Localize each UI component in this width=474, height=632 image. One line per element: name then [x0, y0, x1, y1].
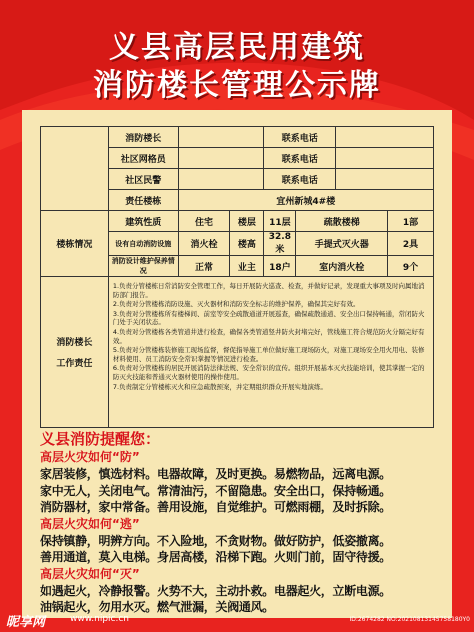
duty-item: 3.负责对分管楼栋所有楼梯间、前室等安全疏散通道开展巡查，确保疏散通道、安全出口保持畅通，常闭防火门处于关闭状态。 — [112, 309, 425, 327]
cell: 18户 — [264, 256, 296, 277]
cell: 疏散楼梯 — [296, 211, 388, 232]
prevent-heading: 高层火灾如何“防” — [40, 450, 140, 464]
duty-item: 7.负责制定分管楼栋灭火和应急疏散预案，并定期组织群众开展实地演练。 — [112, 382, 328, 391]
watermark-id: ID:2674282 NO:20210813145758180Y0 — [349, 616, 470, 623]
escape-line: 善用通道，莫入电梯。身居高楼，沿梯下跑。火则门前，固守待援。 — [40, 550, 392, 564]
escape-heading: 高层火灾如何“逃” — [40, 516, 140, 531]
value-cell — [336, 169, 434, 190]
cell: 住宅 — [178, 211, 230, 232]
value-cell — [178, 148, 264, 169]
row-label: 社区民警 — [108, 169, 178, 190]
value-cell — [336, 148, 434, 169]
cell: 11层 — [264, 211, 296, 232]
prevent-line: 家居装修，慎选材料。电器故障，及时更换。易燃物品，远离电源。 — [40, 467, 392, 481]
duty-item: 5.负责对分管楼栋装修施工现场监督，督促指导施工单位做好施工现场防火，对施工现场安全用火用电、装修材料使用、员工消防安全常识掌握等情况进行检查。 — [112, 346, 425, 363]
duties-label-2: 工作责任 — [56, 359, 93, 369]
title-line-1: 义县高层民用建筑 — [109, 30, 365, 65]
notice-board — [22, 110, 452, 618]
row-label: 联系电话 — [264, 127, 336, 148]
row-label: 消防楼长 — [108, 127, 178, 148]
prevent-line: 家中无人，关闭电气。常清油污，不留隐患。安全出口，保持畅通。 — [40, 483, 392, 498]
cell: 2具 — [388, 232, 434, 256]
duty-item: 6.负责对分管楼栋的居民开展消防法律法规、安全常识的宣传。组织开展基本灭火技能培训，使其掌握一定的防灭火技能和普通灭火器材使用的操作使用。 — [112, 364, 425, 381]
value-cell — [336, 127, 434, 148]
blank-cell — [41, 127, 109, 211]
value-cell — [178, 127, 264, 148]
extinguish-line: 如遇起火，冷静报警。火势不大，主动扑救。电器起火，立断电源。 — [40, 583, 392, 598]
cell: 手提式灭火器 — [296, 232, 388, 256]
cell: 消防设计维护保养情况 — [108, 256, 178, 277]
cell: 正常 — [178, 256, 230, 277]
title-line-2: 消防楼长管理公示牌 — [93, 68, 381, 103]
duty-item: 4.负责对分管楼栋各类管道井进行检查，确保各类管道竖井防火封堵完好，管线施工符合规范防火分隔完好有效。 — [112, 327, 425, 345]
row-label: 责任楼栋 — [108, 190, 178, 211]
cell: 32.8米 — [264, 232, 296, 256]
row-label: 联系电话 — [264, 148, 336, 169]
prevent-line: 消防器材，家中常备。善用设施，自觉维护。可燃雨棚，及时拆除。 — [40, 500, 392, 514]
building-value: 宜州新城4#楼 — [178, 190, 433, 211]
fire-reminder — [40, 429, 440, 616]
extinguish-line: 油锅起火，勿用水灭。燃气泄漏，关阀通风。 — [40, 600, 275, 614]
escape-line: 保持镇静，明辨方向。不入险地，不贪财物。做好防护，低姿撤离。 — [40, 533, 392, 548]
extinguish-heading: 高层火灾如何“灭” — [40, 566, 140, 581]
reminder-title: 义县消防提醒您： — [40, 430, 161, 448]
cell: 消火栓 — [178, 232, 230, 256]
duties-list — [108, 277, 433, 428]
cell: 1部 — [388, 211, 434, 232]
cell: 设有自动消防设施 — [108, 232, 178, 256]
watermark-url: www.nipic.cn — [70, 614, 129, 624]
cell: 建筑性质 — [108, 211, 178, 232]
duties-label — [41, 277, 109, 428]
cell: 楼层 — [230, 211, 264, 232]
cell: 9个 — [388, 256, 434, 277]
group-label: 楼栋情况 — [41, 211, 109, 277]
cell: 业主 — [230, 256, 264, 277]
duty-item: 1.负责分管楼栋日常消防安全管理工作，每日开展防火巡查、检查，并做好记录，发现重大事项及时向属地消防部门报告。 — [112, 282, 425, 299]
cell: 楼高 — [230, 232, 264, 256]
duty-item: 2.负责对分管楼栋消防设施、灭火器材和消防安全标志的维护保养，确保其完好有效。 — [112, 300, 360, 309]
row-label: 社区网格员 — [108, 148, 178, 169]
info-table — [40, 126, 434, 428]
value-cell — [178, 169, 264, 190]
duties-label-1: 消防楼长 — [56, 338, 93, 348]
row-label: 联系电话 — [264, 169, 336, 190]
watermark-brand: 昵享网 — [6, 615, 46, 630]
cell: 室内消火栓 — [296, 256, 388, 277]
